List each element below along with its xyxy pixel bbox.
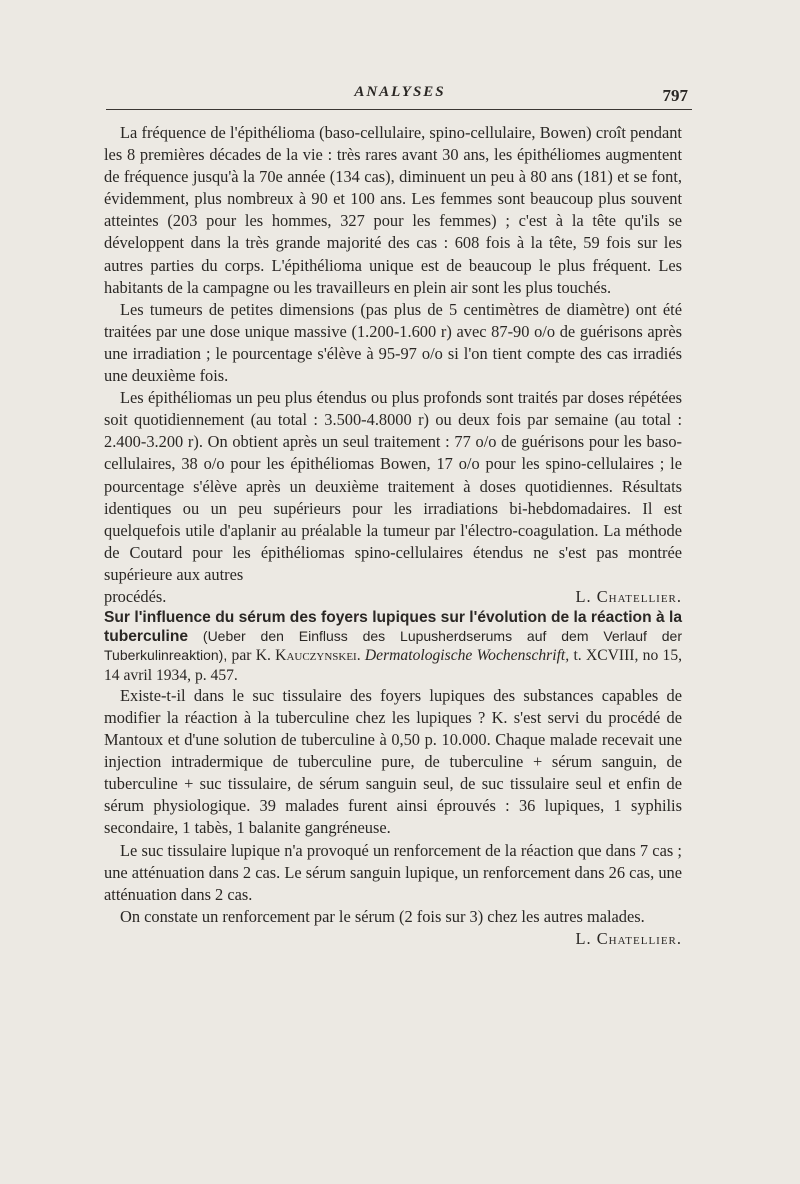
page-body [104, 122, 682, 950]
article2-signature: L. Chatellier. [575, 928, 682, 948]
article2-paragraph-3 [104, 906, 682, 948]
article2-paragraph-1: Existe-t-il dans le suc tissulaire des foyers lupiques des substances capables de modifier la réaction à la tuberculine chez les lupiques ? K. s'est servi du procédé de Mantoux et d'une solution de tuberculine à 0,50 p. 10.000. Chaque malade recevait une injection intradermique de tuberculine pure, de tuberculine + sérum sanguin, de tuberculine + suc tissulaire, de sérum sanguin seul, de suc tissulaire seul et enfin de sérum physiologique. 39 malades furent ainsi éprouvés : 36 lupiques, 1 syphilis secondaire, 1 tabès, 1 balanite gangréneuse. [104, 685, 682, 838]
page-number: 797 [662, 86, 688, 105]
header-rule [106, 109, 692, 110]
article2-last-paragraph: On constate un renforcement par le sérum (2 fois sur 3) chez les autres malades. [120, 906, 645, 926]
article2-author: K. Kauczynskei. [255, 647, 361, 665]
running-title: ANALYSES [354, 84, 446, 100]
article2-reference: t. XCVIII, no 15, 14 avril 1934, p. 457. [104, 647, 683, 684]
article2-journal: Dermatologische Wochenschrift, [364, 647, 570, 665]
article1-signature: L. Chatellier. [575, 586, 682, 606]
article2-heading [104, 608, 682, 685]
article2-paragraph-2: Le suc tissulaire lupique n'a provoqué un renforcement de la réaction que dans 7 cas ; une atténuation dans 2 cas. Le sérum sanguin lupique, un renforcement dans 26 cas, une atténuation dans 2 cas. [104, 840, 682, 904]
article2-title: Sur l'influence du sérum des foyers lupiques sur l'évolution de la réaction à la tuberculine [104, 609, 682, 646]
article1-paragraph-2: Les tumeurs de petites dimensions (pas plus de 5 centimètres de diamètre) ont été traitées par une dose unique massive (1.200-1.600 r) avec 87-90 o/o de guérisons après une irradiation ; le pourcentage s'élève à 95-97 o/o si l'on tient compte des cas irradiés une deuxième fois. [104, 299, 682, 386]
article1-paragraph-1: La fréquence de l'épithélioma (baso-cellulaire, spino-cellulaire, Bowen) croît pendant les 8 premières décades de la vie : très rares avant 30 ans, les épithéliomes augmentent de fréquence jusqu'à la 70e année (134 cas), diminuent un peu à 80 ans (181) et se font, évidemment, plus nombreux à 90 et 100 ans. Les femmes sont beaucoup plus souvent atteintes (203 pour les hommes, 327 pour les femmes) ; c'est à la tête qu'ils se développent dans la très grande majorité des cas : 608 fois à la tête, 59 fois sur les autres parties du corps. L'épithélioma unique est de beaucoup le plus fréquent. Les habitants de la campagne ou les travailleurs en plein air sont les plus touchés. [104, 123, 682, 297]
article1-last-line: procédés. [104, 586, 167, 606]
article2-german-title: (Ueber den Einfluss des Lupusherdserums auf dem Verlauf der Tuberkulinreaktion), [104, 628, 682, 664]
article1-closing-line [104, 586, 682, 608]
running-head [0, 84, 800, 112]
article2-by: par [231, 647, 252, 665]
article1-paragraph-3: Les épithéliomas un peu plus étendus ou plus profonds sont traités par doses répétées soit quotidiennement (au total : 3.500-4.8000 r) ou deux fois par semaine (au total : 2.400-3.200 r). On obtient après un seul traitement : 77 o/o de guérisons pour les baso-cellulaires, 38 o/o pour les épithéliomas Bowen, 17 o/o pour les spino-cellulaires ; le pourcentage s'élève après un deuxième traitement à doses quotidiennes. Résultats identiques ou un peu supérieurs pour les irradiations bi-hebdomadaires. Il est quelquefois utile d'aplanir au préalable la tumeur par l'électro-coagulation. La méthode de Coutard pour les épithéliomas spino-cellulaires étendus ne s'est pas montrée supérieure aux autres [104, 388, 682, 584]
